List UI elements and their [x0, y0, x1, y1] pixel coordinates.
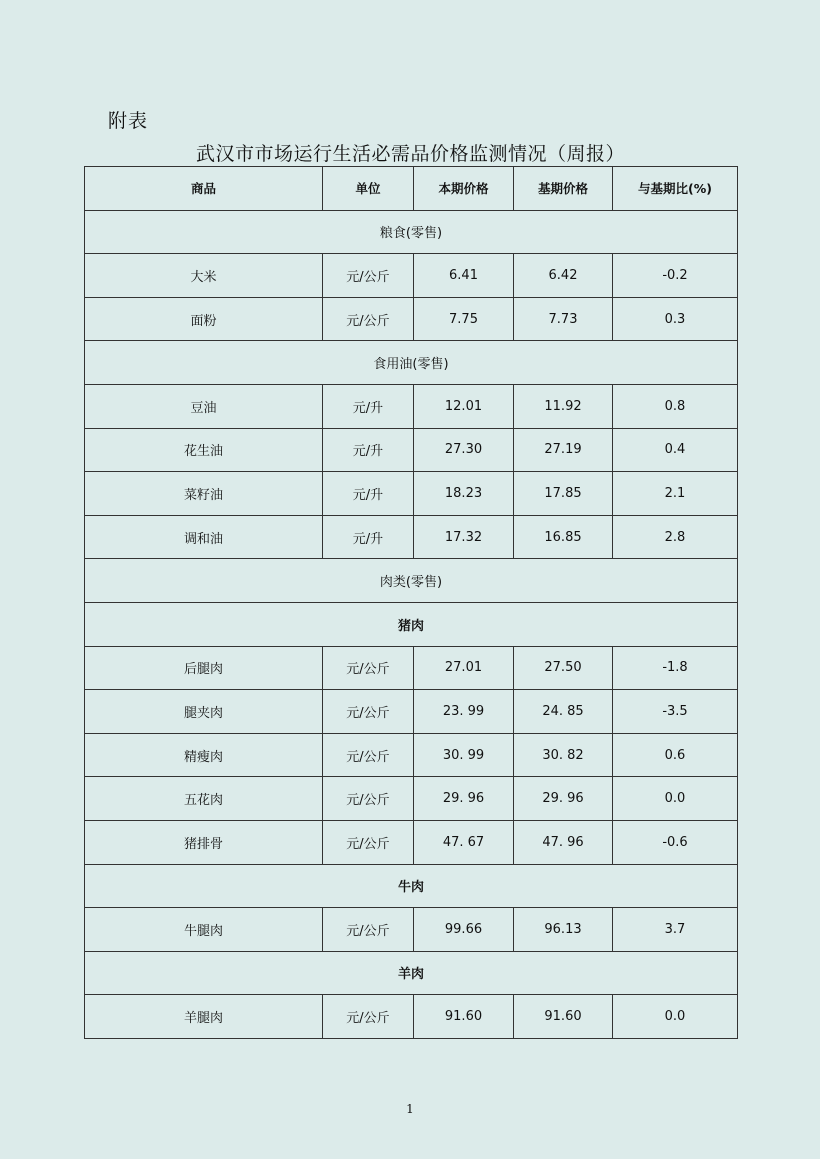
unit-cell: 元/升	[323, 472, 414, 516]
change-cell: -0.6	[613, 820, 738, 864]
commodity-cell: 调和油	[85, 515, 323, 559]
table-row	[85, 646, 738, 690]
commodity-cell: 花生油	[85, 428, 323, 472]
unit-cell: 元/公斤	[323, 995, 414, 1039]
current-price-cell: 12.01	[414, 384, 514, 428]
column-header-current-price: 本期价格	[414, 167, 514, 211]
column-header-change: 与基期比(%)	[613, 167, 738, 211]
unit-cell: 元/升	[323, 515, 414, 559]
page-number: 1	[406, 1102, 414, 1116]
commodity-cell: 精瘦肉	[85, 733, 323, 777]
category-row	[85, 210, 738, 254]
base-price-cell: 7.73	[514, 297, 613, 341]
subcategory-row	[85, 864, 738, 908]
column-header-commodity: 商品	[85, 167, 323, 211]
table-header-row	[85, 167, 738, 211]
commodity-cell: 五花肉	[85, 777, 323, 821]
base-price-cell: 96.13	[514, 908, 613, 952]
subcategory-row	[85, 951, 738, 995]
commodity-cell: 面粉	[85, 297, 323, 341]
change-cell: -3.5	[613, 690, 738, 734]
base-price-cell: 47. 96	[514, 820, 613, 864]
current-price-cell: 23. 99	[414, 690, 514, 734]
commodity-cell: 羊腿肉	[85, 995, 323, 1039]
commodity-cell: 大米	[85, 254, 323, 298]
current-price-cell: 27.30	[414, 428, 514, 472]
change-cell: 2.8	[613, 515, 738, 559]
commodity-cell: 菜籽油	[85, 472, 323, 516]
subcategory-label: 牛肉	[85, 864, 738, 908]
table-row	[85, 777, 738, 821]
change-cell: 2.1	[613, 472, 738, 516]
commodity-cell: 豆油	[85, 384, 323, 428]
change-cell: 3.7	[613, 908, 738, 952]
base-price-cell: 17.85	[514, 472, 613, 516]
base-price-cell: 24. 85	[514, 690, 613, 734]
column-header-base-price: 基期价格	[514, 167, 613, 211]
unit-cell: 元/公斤	[323, 690, 414, 734]
change-cell: 0.8	[613, 384, 738, 428]
document-title: 武汉市市场运行生活必需品价格监测情况（周报）	[195, 143, 625, 165]
unit-cell: 元/公斤	[323, 777, 414, 821]
unit-cell: 元/公斤	[323, 297, 414, 341]
change-cell: 0.3	[613, 297, 738, 341]
change-cell: 0.0	[613, 995, 738, 1039]
unit-cell: 元/公斤	[323, 254, 414, 298]
category-label: 食用油(零售)	[85, 341, 738, 385]
table-body	[85, 210, 738, 1038]
current-price-cell: 91.60	[414, 995, 514, 1039]
unit-cell: 元/升	[323, 428, 414, 472]
base-price-cell: 27.19	[514, 428, 613, 472]
category-row	[85, 559, 738, 603]
base-price-cell: 16.85	[514, 515, 613, 559]
change-cell: 0.6	[613, 733, 738, 777]
table-row	[85, 472, 738, 516]
price-table	[84, 166, 738, 1039]
table-row	[85, 908, 738, 952]
table-row	[85, 428, 738, 472]
current-price-cell: 27.01	[414, 646, 514, 690]
current-price-cell: 18.23	[414, 472, 514, 516]
unit-cell: 元/公斤	[323, 820, 414, 864]
subcategory-label: 猪肉	[85, 602, 738, 646]
commodity-cell: 后腿肉	[85, 646, 323, 690]
current-price-cell: 29. 96	[414, 777, 514, 821]
table-row	[85, 384, 738, 428]
table-row	[85, 820, 738, 864]
unit-cell: 元/公斤	[323, 646, 414, 690]
category-row	[85, 341, 738, 385]
column-header-unit: 单位	[323, 167, 414, 211]
table-row	[85, 297, 738, 341]
unit-cell: 元/升	[323, 384, 414, 428]
commodity-cell: 腿夹肉	[85, 690, 323, 734]
unit-cell: 元/公斤	[323, 908, 414, 952]
current-price-cell: 30. 99	[414, 733, 514, 777]
commodity-cell: 猪排骨	[85, 820, 323, 864]
table-row	[85, 690, 738, 734]
base-price-cell: 29. 96	[514, 777, 613, 821]
current-price-cell: 6.41	[414, 254, 514, 298]
change-cell: 0.4	[613, 428, 738, 472]
category-label: 肉类(零售)	[85, 559, 738, 603]
base-price-cell: 6.42	[514, 254, 613, 298]
table-row	[85, 515, 738, 559]
current-price-cell: 99.66	[414, 908, 514, 952]
base-price-cell: 91.60	[514, 995, 613, 1039]
category-label: 粮食(零售)	[85, 210, 738, 254]
unit-cell: 元/公斤	[323, 733, 414, 777]
base-price-cell: 30. 82	[514, 733, 613, 777]
current-price-cell: 47. 67	[414, 820, 514, 864]
change-cell: -0.2	[613, 254, 738, 298]
current-price-cell: 7.75	[414, 297, 514, 341]
change-cell: 0.0	[613, 777, 738, 821]
change-cell: -1.8	[613, 646, 738, 690]
appendix-label: 附表	[108, 110, 149, 132]
base-price-cell: 27.50	[514, 646, 613, 690]
table-row	[85, 254, 738, 298]
table-row	[85, 733, 738, 777]
base-price-cell: 11.92	[514, 384, 613, 428]
current-price-cell: 17.32	[414, 515, 514, 559]
table-row	[85, 995, 738, 1039]
subcategory-row	[85, 602, 738, 646]
subcategory-label: 羊肉	[85, 951, 738, 995]
commodity-cell: 牛腿肉	[85, 908, 323, 952]
